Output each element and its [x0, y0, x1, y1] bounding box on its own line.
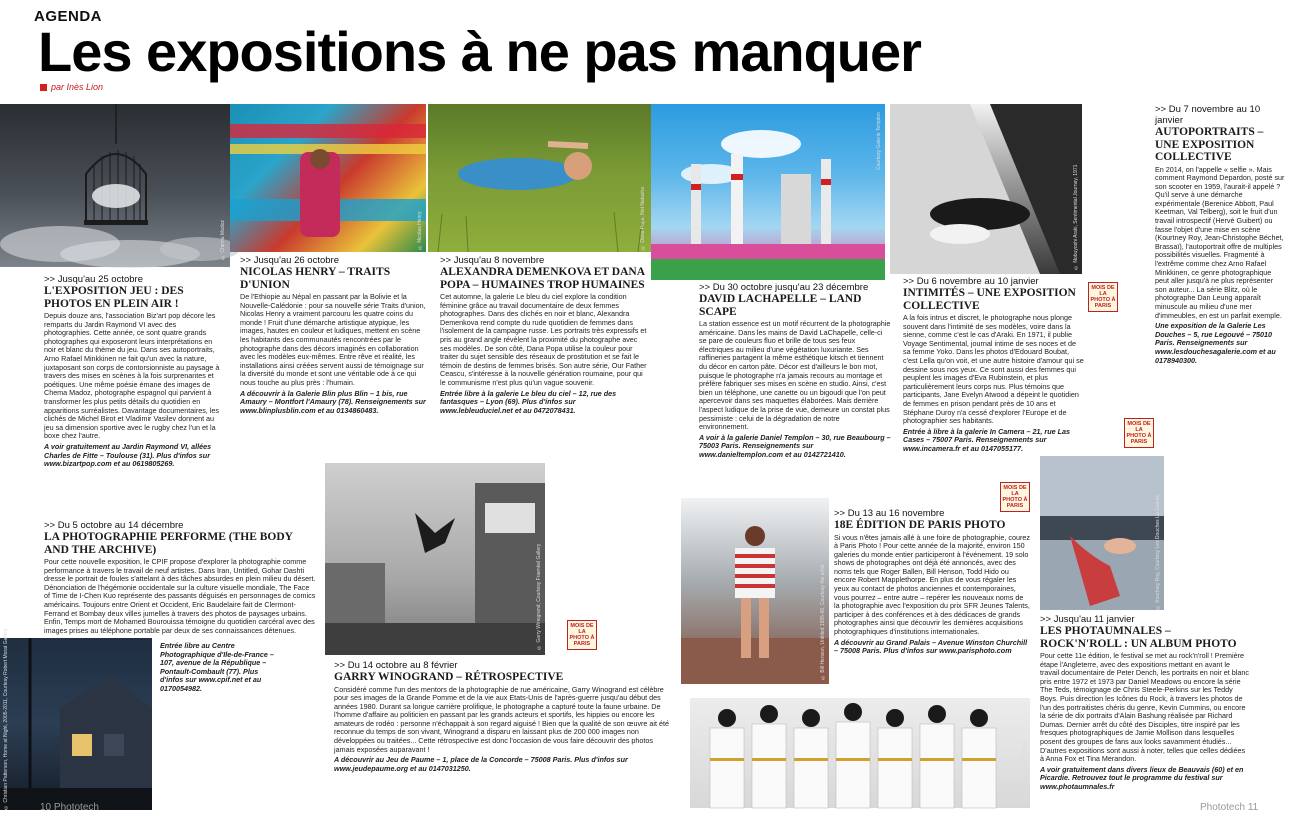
article-body: La station essence est un motif récurrent de la photographie américaine. Dans les mains de David LaChapelle, celle-ci se pare de couleurs fluo et brille de tous ses feux électriques au milieu d'une végétation luxuriante. Ses raffineries partagent la même esthétique kitsch et tiennent du décor en carton pâte. Décor est d'ailleurs le bon mot, puisque le photographe n'a jamais recours au montage et préfère fabriquer ses mises en scène en studio. Ainsi, c'est bien un téléphone, une canette ou un bigoudi que l'on peut apercevoir dans ses maquettes élaborées. Mais derrière l'aspect ludique de la prise de vue, demeure un constat plus pessimiste : celui de la dégradation de notre environnement. — [699, 319, 891, 432]
page-number: 10 — [40, 802, 52, 813]
photo-credit: © Nobuyoshi Araki, Sentimental Journey, 1971 — [1073, 164, 1079, 270]
article-nicolas-henry — [240, 255, 426, 465]
photo-credit: © Chema Madoz — [220, 220, 226, 260]
article-title: INTIMITÉS – UNE EXPOSITION COLLECTIVE — [903, 287, 1076, 312]
folio-right — [1200, 802, 1258, 813]
photo-house-night — [0, 628, 152, 810]
article-intimites — [903, 276, 1085, 453]
photo-land-scape — [651, 104, 885, 280]
article-date: >> Du 13 au 16 novembre — [834, 508, 945, 519]
photo-credit: © Bill Henson, Untitled 1985-86, Courtesy the artist — [820, 564, 826, 680]
article-title: DAVID LACHAPELLE – LAND SCAPE — [699, 293, 862, 318]
section-label: AGENDA — [34, 8, 103, 25]
red-square-icon — [40, 84, 47, 91]
article-info: A voir gratuitement au Jardin Raymond VI, allées Charles de Fitte – Toulouse (31). Plus d'infos sur www.bizartpop.com et au 0619805269. — [44, 441, 212, 469]
article-title: L'EXPOSITION JEU : DES PHOTOS EN PLEIN AIR ! — [44, 285, 184, 310]
folio-left — [40, 802, 99, 813]
article-body: Depuis douze ans, l'association Biz'art pop décore les remparts du Jardin Raymond VI avec des photographies. Cette année, ce sont quatre grands photographes qui exposeront leurs interprétations en noir et blanc du thème du jeu. Dans ses autoportraits, Arno Rafael Minkkinen ne fait qu'un avec la nature, juxtaposant son corps de contorsionniste au paysage à travers des mises en scènes à la fois surprenantes et poétiques. Une même poésie émane des images de Chema Madoz, photographe espagnol qui parvient à transformer les plus petits détails du quotidien en apparitions surréalistes. Davantage documentaires, les clichés de Michel Birot et Vladimir Vasilev donnent au jeu sa dimension sportive avec le rugby chez l'un et la boxe chez l'autre. — [44, 311, 220, 441]
photo-traits-union — [230, 104, 426, 252]
photo-intimites — [890, 104, 1082, 274]
article-title: ALEXANDRA DEMENKOVA ET DANA POPA – HUMAINES TROP HUMAINES — [440, 266, 645, 291]
article-info: Une exposition de la Galerie Les Douches – 5, rue Legouvé – 75010 Paris. Renseignements sur www.lesdouchesagalerie.com et au 0178940300. — [1155, 321, 1276, 365]
photo-credit: © Nicolas Henry — [417, 211, 423, 250]
article-title: NICOLAS HENRY – TRAITS D'UNION — [240, 266, 391, 291]
article-body: Pour cette nouvelle exposition, le CPIF propose d'explorer la photographie comme performance à travers le travail de neuf artistes. Dans Iran, Untitled, Gohar Dashti dresse le portrait de foules s'attelant à des tâches absurdes en plein milieu du désert. Dénonciation de l'hégémonie occidentale sur la culture visuelle mondiale, The Face of Time de I-Chen Kuo représente des passants déguisés en personnages de comics américains. Toujours entre Orient et Occident, Eric Baudelaire fait de Clermont-Ferrand et Bombay deux villes jumelles à travers des photos de paysages urbains. Enfin, Temps mort de Mohamed Bourouissa témoigne du quotidien carcéral avec des images prises au téléphone portable par deux de ses connaissances détenues. — [44, 557, 316, 635]
mois-photo-badge: MOIS DE LA PHOTO À PARIS — [567, 620, 597, 650]
byline-text: par Inès Lion — [51, 82, 104, 92]
mois-photo-badge: MOIS DE LA PHOTO À PARIS — [1088, 282, 1118, 312]
photo-credit: © Jamie Mollison, Disciples — [1022, 741, 1028, 805]
article-cpif-info — [160, 640, 280, 810]
article-body: En 2014, on l'appelle « selfie ». Mais comment Raymond Depardon, posté sur son scooter en 1959, l'aurait-il appelé ? Qu'il serve à une démarche expérimentale (Berenice Abbott, Paul Keetman, Val Telberg), soit le fruit d'un travail introspectif (Hervé Guibert) ou fasse l'objet d'une mise en scène (Kourtney Roy, Jean-Christophe Béchet, Brassaï), l'autoportrait offre de multiples possibilités visuelles. Fragmenté à l'extrême comme chez Arno Rafael Minkkinen, ce genre photographique peut aller jusqu'à ne plus représenter son auteur... La série Blitz, où le photographe Dan Leung apparaît minuscule au milieu d'une mer d'immeubles, en est un parfait exemple. — [1155, 164, 1285, 320]
article-title: 18E ÉDITION DE PARIS PHOTO — [834, 519, 1006, 531]
article-title: LA PHOTOGRAPHIE PERFORME (THE BODY AND THE ARCHIVE) — [44, 531, 293, 556]
article-photographie-performe — [44, 520, 316, 640]
photo-winogrand — [325, 463, 545, 655]
page-title: Les expositions à ne pas manquer — [38, 20, 921, 83]
photo-credit: © Kourtney Roy, Courtesy Les Douches La Galerie — [1155, 494, 1161, 610]
article-title: AUTOPORTRAITS – UNE EXPOSITION COLLECTIVE — [1155, 126, 1264, 163]
article-info: A découvrir au Grand Palais – Avenue Winston Churchill – 75008 Paris. Plus d'infos sur www.parisphoto.com — [834, 637, 1028, 656]
article-info: A voir à la galerie Daniel Templon – 30, rue Beaubourg – 75003 Paris. Renseignements sur www.danieltemplon.com et au 0142721410. — [699, 432, 891, 459]
mois-photo-badge: MOIS DE LA PHOTO À PARIS — [1000, 482, 1030, 512]
photo-credit: © Dana Popa, Not Natasha — [640, 187, 646, 250]
article-body: De l'Ethiopie au Népal en passant par la Bolivie et la Nouvelle-Calédonie : pour sa nouvelle série Traits d'union, Nicolas Henry a vraiment parcouru les quatre coins du monde ! Fruit d'une démarche artistique atypique, les images, hautes en couleur et ludiques, mettent en scène les habitants des communautés rencontrées par le photographe dans des décors imaginés en collaboration avec les modèles eux-mêmes. Entre rêve et réalité, les installations ainsi créées servent aussi de témoignage sur la diversité du monde et sont une véritable ode à ce qui nous touche au plus près : l'humain. — [240, 292, 426, 387]
page-number: 11 — [1247, 802, 1259, 813]
article-body: A la fois intrus et discret, le photographe nous plonge souvent dans l'intimité de ses modèles, voire dans la sienne, comme c'est le cas d'Araki. En 1971, il publie Voyage Sentimental, journal intime de ses noces et de sa femme Yoko. Dans les photos d'Edouard Boubat, c'est Lella qu'on voit, et une autre histoire d'amour qui se dessine sous nos yeux. Ce sont aussi des femmes qui peuplent les images d'Eva Rubinstein, et plus particulièrement leurs corps nus. Plus témoins que participants, Jane Evelyn Atwood a dépeint le quotidien de femmes en prison pendant près de 10 ans et Stéphane Duroy n'a cessé d'explorer l'Europe et de photographier ses habitants. — [903, 313, 1084, 426]
byline — [40, 82, 103, 92]
photo-humaines — [428, 104, 651, 252]
article-body: Cet automne, la galerie Le bleu du ciel explore la condition féminine grâce au travail documentaire de deux femmes photographes. Dans des clichés en noir et blanc, Alexandra Demenkova rend compte du rude quotidien de femmes dans l'isolement de la campagne russe. Les portraits très expressifs et pris au grand angle révèlent la proximité du photographe avec ses modèles. De son côté, Dana Popa utilise la couleur pour traiter du sujet sensible des réseaux de prostitution et se fait le témoin de destins de femmes brisés. Son autre série, Our Father Ceascu, s'intéresse à la nouvelle génération roumaine, pour qui le communisme n'est plus qu'un vague souvenir. — [440, 292, 647, 387]
photo-birdcage — [0, 104, 230, 267]
article-body: Si vous n'êtes jamais allé à une foire de photographie, courez à Paris Photo ! Pour cette année de la majorité, environ 150 galeries du monde entier participeront à l'événement. 19 solo shows de photographes ont déjà été annoncés, avec des noms tels que Roger Ballen, Bill Henson, Todd Hido ou encore Robert Mapplethorpe. En plus de vous régaler les yeux au contact de photos anciennes et contemporaines, vous pourrez – entre autre – repérer les nouveaux noms de la photographie avec l'exposition du prix SFR Jeunes Talents, participer à des conférences et à des dédicaces de grands photographes ainsi que découvrir les dernières acquisitions photographiques d'institutions internationales. — [834, 532, 1030, 637]
article-winogrand — [334, 660, 672, 810]
article-title: LES PHOTAUMNALES – ROCK'N'ROLL : UN ALBUM PHOTO — [1040, 625, 1237, 650]
article-humaines — [440, 255, 648, 460]
article-date: >> Jusqu'au 8 novembre — [440, 255, 545, 266]
photo-credit: © Garry Winogrand, Courtesy Fraenkel Gallery — [536, 543, 542, 650]
photo-credit: © Christian Patterson, Home at Night, 2005-2011, Courtesy Robert Morat Gallery — [3, 628, 9, 810]
article-date: >> Jusqu'au 25 octobre — [44, 274, 143, 285]
brand-name: Phototech — [53, 802, 99, 813]
article-info: A découvrir à la Galerie Blin plus Blin – 1 bis, rue Amaury – Montfort l'Amaury (78). Renseignements sur www.blinplusblin.com et au 0134860483. — [240, 388, 426, 415]
article-date: >> Du 14 octobre au 8 février — [334, 660, 458, 671]
article-date: >> Du 5 octobre au 14 décembre — [44, 520, 184, 531]
article-date: >> Du 7 novembre au 10 janvier — [1155, 104, 1261, 126]
article-date: >> Du 30 octobre jusqu'au 23 décembre — [699, 282, 869, 293]
brand-name: Phototech — [1200, 802, 1246, 813]
article-autoportraits — [1155, 104, 1285, 454]
article-date: >> Du 6 novembre au 10 janvier — [903, 276, 1039, 287]
article-title: GARRY WINOGRAND – RÉTROSPECTIVE — [334, 671, 564, 683]
article-body: Pour cette 11e édition, le festival se met au rock'n'roll ! Première étape l'Angleterre, avec des expositions mettant en avant le travail documentaire de Peter Dench, les portraits en noir et blanc pris entre 1972 et 1973 par Daniel Meadows ou encore la série The Teds, témoignage de Chris Steele-Perkins sur les Teddy Boys. Puis direction les Icônes du Rock, à travers les photos de l'un des portraitistes chéris du genre, Kevin Cummins, ou encore la série de dix portraits d'Alain Bashung réalisée par Richard Dumas. Dernier arrêt du côté des Disciples, titre inspiré par les fresques photographiques de Jamie Mollison dans lesquelles posent des groupes de fans aux looks savamment étudiés... D'autres expositions sont aussi à noter, telles que celles dédiées à Anna Fox et Tina Merandon. — [1040, 651, 1249, 764]
article-info: A découvrir au Jeu de Paume – 1, place de la Concorde – 75008 Paris. Plus d'infos sur www.jeudepaume.org et au 0147031250. — [334, 755, 628, 773]
article-date: >> Jusqu'au 11 janvier — [1040, 614, 1135, 625]
photo-paris-photo — [681, 498, 829, 684]
photo-photaumnales — [690, 698, 1030, 808]
article-jeu — [44, 274, 222, 504]
article-photaumnales — [1040, 614, 1250, 800]
article-body: Considéré comme l'un des mentors de la photographie de rue américaine, Garry Winogrand est célèbre pour ses images de la Grande Pomme et de la vie aux Etats-Unis de l'après-guerre jusqu'au début des années 1980. Durant sa longue carrière prolifique, le photographe a capturé toute la faune urbaine. De l'homme d'affaire au politicien en passant par les grands acteurs et sportifs, les hippies ou encore les amateurs de rodéo : personne n'échappait à son regard aiguisé ! Bien que la qualité de son œuvre ait été reconnue du temps de son vivant, Winogrand a disparu en laissant plus de 200 000 images non développées ou traitées... Cette rétrospective est donc l'occasion de vous faire découvrir des photos jamais exposées auparavant ! — [334, 684, 670, 754]
article-date: >> Jusqu'au 26 octobre — [240, 255, 339, 266]
mois-photo-badge: MOIS DE LA PHOTO À PARIS — [1124, 418, 1154, 448]
article-info: Entrée libre à la galerie Le bleu du ciel – 12, rue des fantasques – Lyon (69). Plus d'infos sur www.lebleuduciel.net et au 0472078431. — [440, 388, 617, 415]
photo-credit: Courtesy Galerie Templon — [876, 112, 882, 170]
article-info: A voir gratuitement dans divers lieux de Beauvais (60) et en Picardie. Retrouvez tout le programme du festival sur www.photaumnales.fr — [1040, 764, 1244, 791]
article-info: Entrée libre au Centre Photographique d'Ile-de-France – 107, avenue de la République – Pontault-Combault (77). Plus d'infos sur www.cpif.net et au 0170054982. — [160, 641, 274, 693]
article-paris-photo — [834, 508, 1030, 688]
article-info: Entrée à libre à la galerie In Camera – 21, rue Las Cases – 75007 Paris. Renseignements sur www.incamera.fr et au 0147055177. — [903, 426, 1070, 453]
photo-autoportraits — [1040, 456, 1164, 610]
article-lachapelle — [699, 282, 891, 492]
